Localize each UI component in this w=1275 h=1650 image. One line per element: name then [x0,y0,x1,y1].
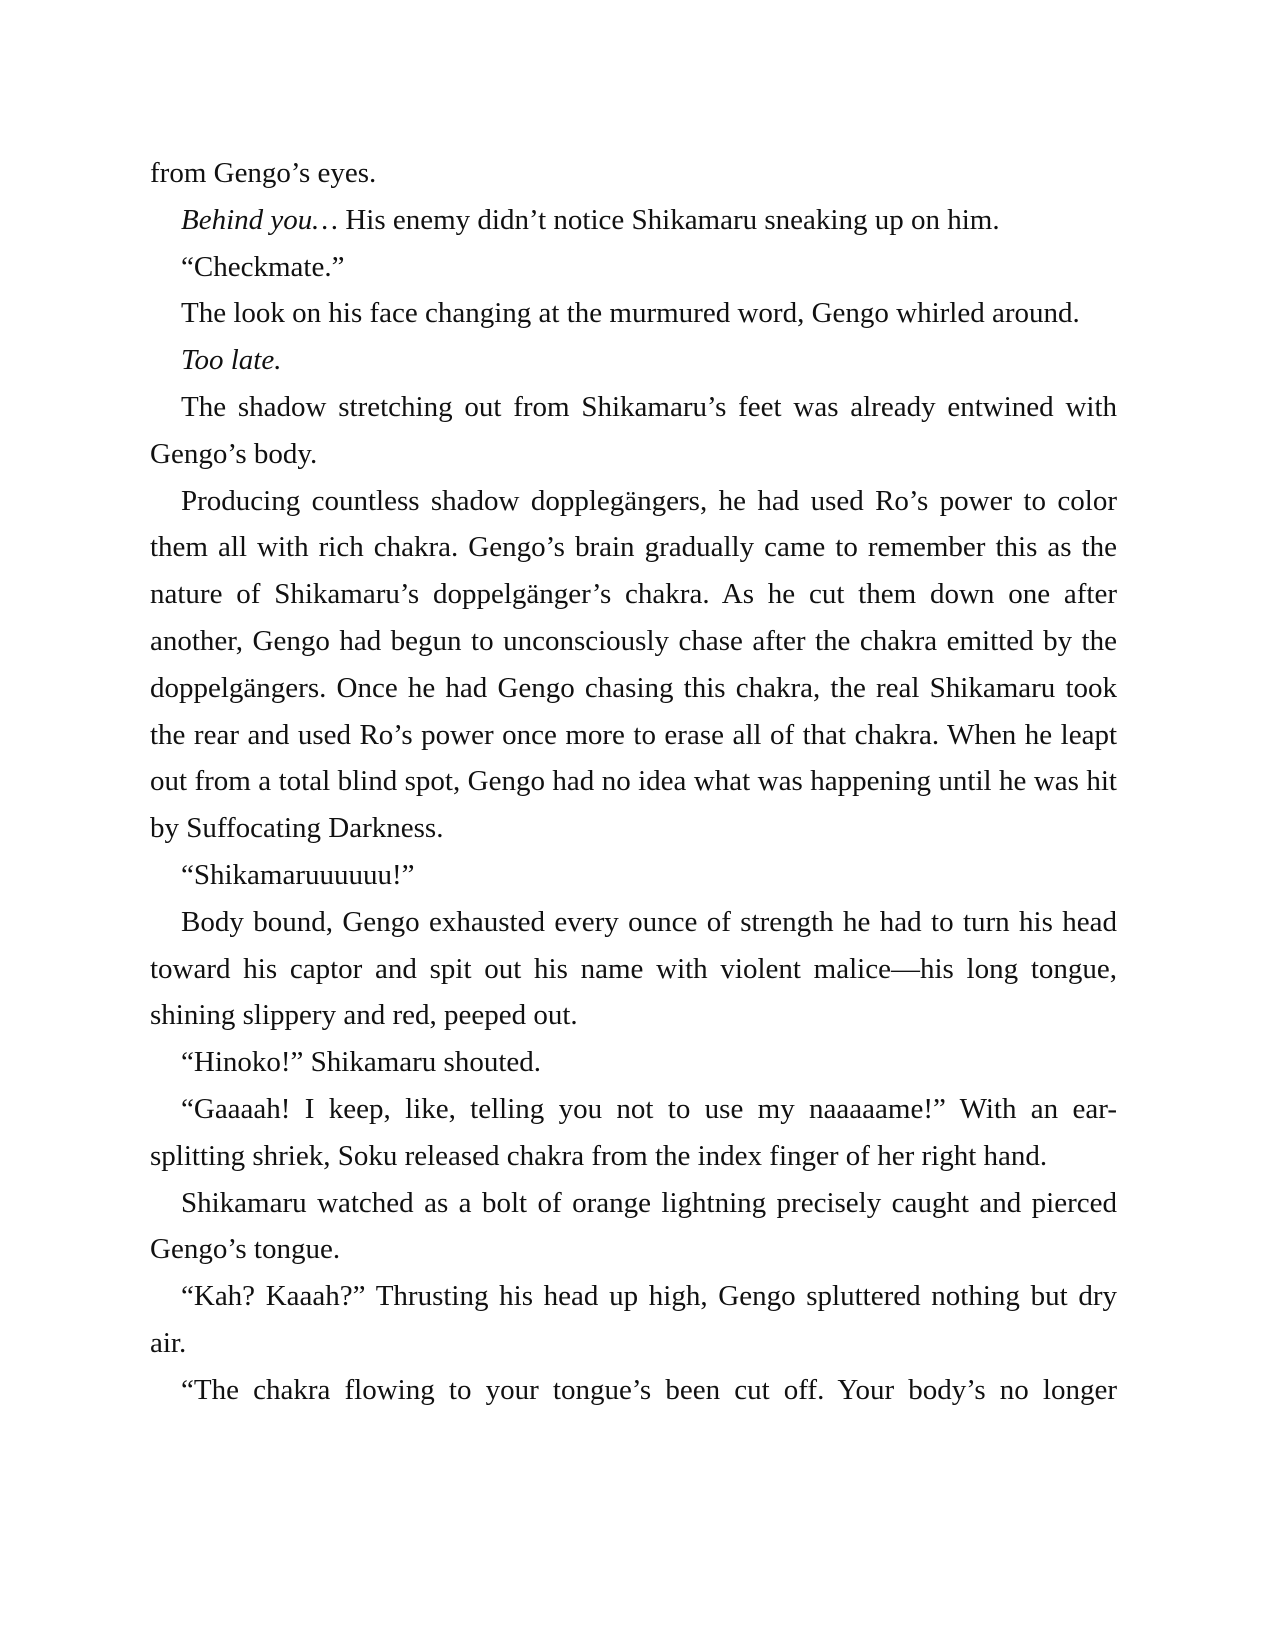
paragraph [150,852,1117,899]
paragraph [150,1180,1117,1274]
paragraph [150,384,1117,478]
paragraph [150,478,1117,852]
paragraph [150,244,1117,291]
paragraph [150,337,1117,384]
paragraph [150,1086,1117,1180]
paragraph-text: The shadow stretching out from Shikamaru’s feet was already entwined with Gengo’s body. [150,390,1117,470]
paragraph-text: “The chakra flowing to your tongue’s been cut off. Your body’s no longer [181,1373,1117,1406]
italic-text: Behind you… [181,203,339,236]
paragraph-text: “Shikamaruuuuuu!” [181,858,415,891]
paragraph-text: from Gengo’s eyes. [150,157,377,189]
page-body [150,150,1117,1414]
paragraph-text: “Kah? Kaaah?” Thrusting his head up high, Gengo spluttered nothing but dry air. [150,1280,1117,1359]
paragraph [150,1039,1117,1086]
italic-text: Too late. [181,344,282,377]
paragraph-text: Shikamaru watched as a bolt of orange lightning precisely caught and pierced Gengo’s tongue. [150,1186,1117,1266]
paragraph-text: “Gaaaah! I keep, like, telling you not to use my naaaaame!” With an ear-splitting shriek, Soku released chakra from the index finger of her right hand. [150,1092,1117,1172]
paragraph [150,290,1117,337]
paragraph [150,197,1117,244]
paragraph [150,1367,1117,1414]
paragraph-text: Producing countless shadow dopplegängers, he had used Ro’s power to color them all with rich chakra. Gengo’s brain gradually came to remember this as the nature of Shikamaru’s doppelgänger’s chakra. As he cut them down one after another, Gengo had begun to unconsciously chase after the chakra emitted by the doppelgängers. Once he had Gengo chasing this chakra, the real Shikamaru took the rear and used Ro’s power once more to erase all of that chakra. When he leapt out from a total blind spot, Gengo had no idea what was happening until he was hit by Suffocating Darkness. [150,484,1117,845]
paragraph-text: The look on his face changing at the murmured word, Gengo whirled around. [181,297,1080,330]
paragraph-text: “Checkmate.” [181,250,345,283]
paragraph [150,899,1117,1039]
paragraph-text: “Hinoko!” Shikamaru shouted. [181,1046,542,1079]
paragraph-text: His enemy didn’t notice Shikamaru sneaking up on him. [338,203,1000,236]
paragraph-text: Body bound, Gengo exhausted every ounce of strength he had to turn his head toward his captor and spit out his name with violent malice—his long tongue, shining slippery and red, peeped out. [150,905,1117,1032]
paragraph [150,1273,1117,1367]
paragraph [150,150,1117,197]
